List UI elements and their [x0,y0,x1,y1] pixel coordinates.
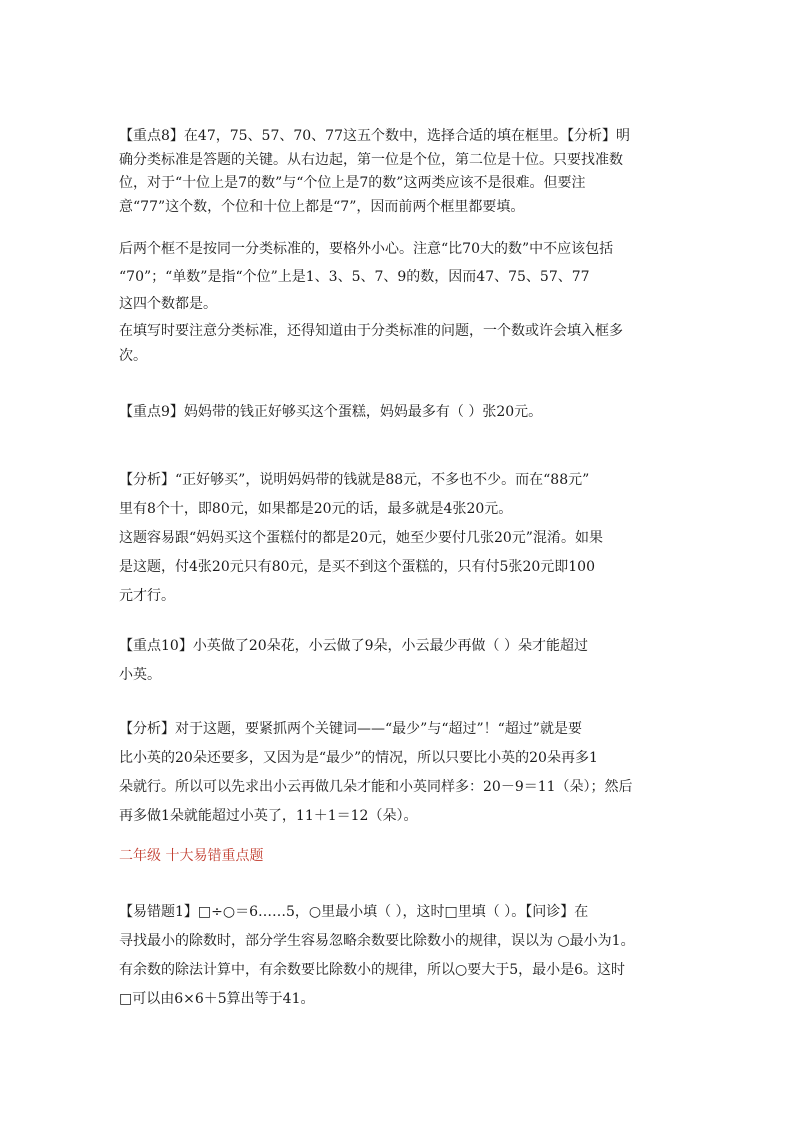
text-line: 【重点8】在47，75、57、70、77这五个数中，选择合适的填在框里。【分析】明 [119,128,630,144]
point10-analysis [119,715,679,831]
text-line: 位，对于“十位上是7的数”与“个位上是7的数”这两类应该不是很难。但要注 [119,175,586,191]
text-line: 是这题，付4张20元只有80元，是买不到这个蛋糕的，只有付5张20元即100 [119,559,595,575]
text-line: 比小英的20朵还要多，又因为是“最少”的情况，所以只要比小英的20朵再多1 [119,750,598,766]
text-line: 小英。 [119,667,161,683]
text-line: 元才行。 [119,588,175,604]
text-line: 有余数的除法计算中，有余数要比除数小的规律，所以○要大于5，最小是6。这时 [119,962,626,978]
section-heading: 二年级 十大易错重点题 [119,848,264,864]
text-line: “70”；“单数”是指“个位”上是1、3、5、7、9的数，因而47、75、57、77 [119,268,590,285]
text-line: 这四个数都是。 [119,296,217,312]
text-line: 后两个框不是按同一分类标准的，要格外小心。注意“比70大的数”中不应该包括 [119,241,614,257]
text-line: □可以由6×6＋5算出等于41。 [119,991,315,1007]
error-question-1 [119,898,679,1014]
text-line: 【易错题1】□÷○＝6……5，○里最小填（ ），这时□里填（ ）。【问诊】在 [119,904,589,920]
point9-analysis [119,466,679,611]
text-line: 寻找最小的除数时，部分学生容易忽略余数要比除数小的规律，误以为 ○最小为1。 [119,933,635,949]
text-line: 【重点9】妈妈带的钱正好够买这个蛋糕，妈妈最多有（ ）张20元。 [119,404,543,420]
text-line: 确分类标准是答题的关键。从右边起，第一位是个位，第二位是十位。只要找准数 [119,151,623,168]
text-line: 这题容易跟“妈妈买这个蛋糕付的都是20元，她至少要付几张20元”混淆。如果 [119,530,603,546]
point9-question [119,400,679,424]
text-line: 次。 [119,347,147,364]
text-line: 再多做1朵就能超过小英了，11＋1＝12（朵）。 [119,808,418,824]
text-line: 在填写时要注意分类标准，还得知道由于分类标准的问题，一个数或许会填入框多 [119,322,623,339]
text-line: 【重点10】小英做了20朵花，小云做了9朵，小云最少再做（ ）朵才能超过 [119,638,588,654]
point8-note-paragraph [119,236,679,369]
point8-paragraph [119,125,679,219]
text-line: 里有8个十，即80元，如果都是20元的话，最多就是4张20元。 [119,501,513,517]
text-line: 朵就行。所以可以先求出小云再做几朵才能和小英同样多：20－9＝11（朵）；然后 [119,779,633,795]
point10-question [119,632,679,690]
text-line: 意“77”这个数，个位和十位上都是“7”，因而前两个框里都要填。 [119,198,525,215]
text-line: 【分析】“正好够买”，说明妈妈带的钱就是88元，不多也不少。而在“88元” [119,472,590,488]
text-line: 【分析】对于这题，要紧抓两个关键词——“最少”与“超过”！“超过”就是要 [119,721,582,737]
